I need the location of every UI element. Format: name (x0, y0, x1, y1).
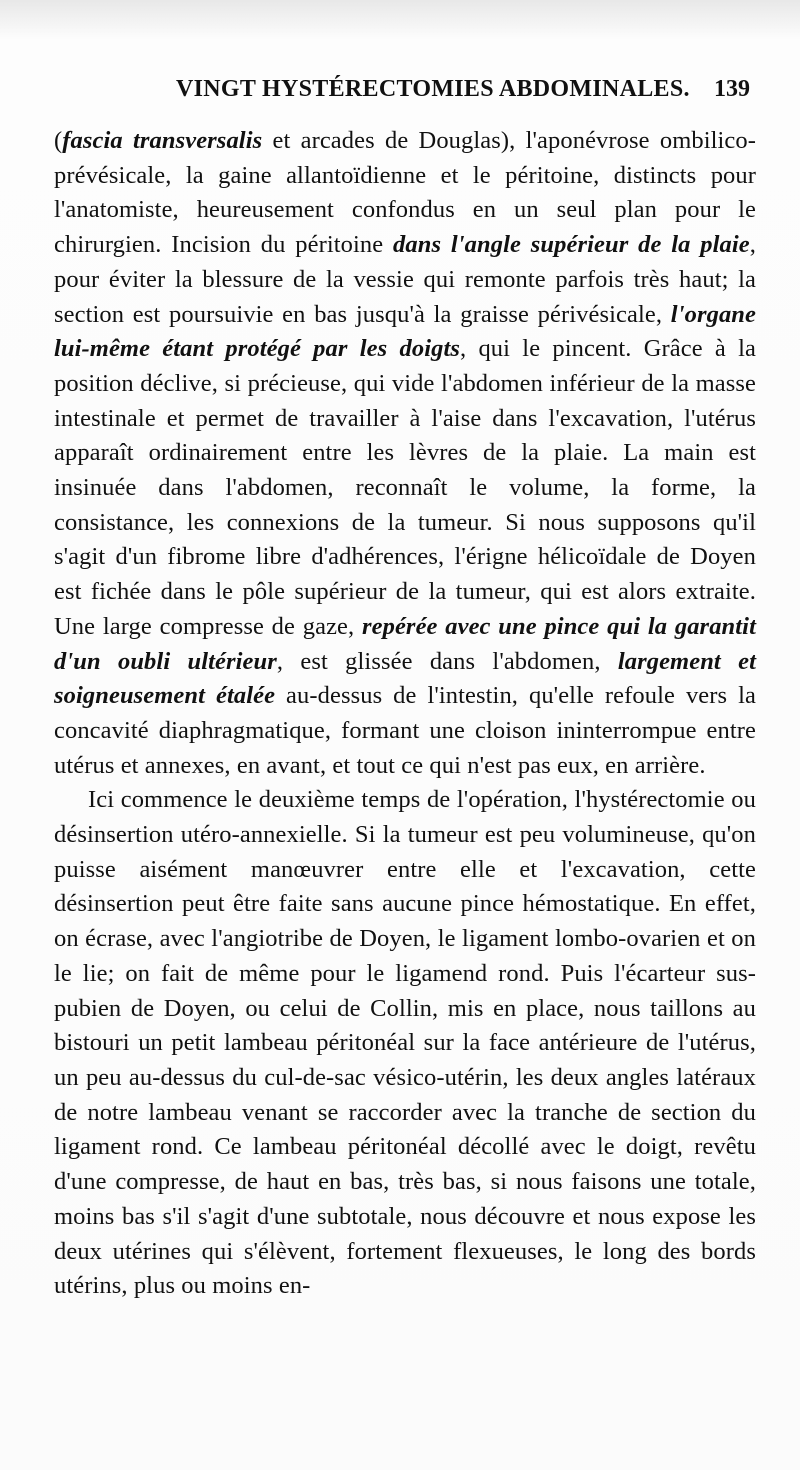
text-run: et arcades de Douglas), l'aponévrose ombilico-prévésicale, la gaine allantoïdienne et le péritoine, distincts pour l'anatomiste, heureusement confondus en un seul plan pour le chirurgien. Incision du péritoine (54, 127, 757, 259)
text-run: , qui le pincent. Grâce à la position déclive, si précieuse, qui vide l'abdomen inférieur de la masse intestinale et permet de travailler à l'aise dans l'excavation, l'utérus apparaît ordinairement entre les lèvres de la plaie. La main est insinuée dans l'abdomen, reconnaît le volume, la forme, la consistance, les connexions de la tumeur. Si nous supposons qu'il s'agit d'un fibrome libre d'adhérences, l'érigne hélicoïdale de Doyen est fichée dans le pôle supérieur de la tumeur, qui est alors extraite. Une large compresse de gaze, (54, 335, 756, 640)
text-run: , est glissée dans l'abdomen, (276, 647, 618, 675)
text-run: , pour éviter la blessure de la vessie qui remonte parfois très haut; la section est poursuivie en bas jusqu'à la graisse périvésicale, (54, 231, 756, 328)
body-text (54, 124, 756, 1304)
paragraph-2: Ici commence le deuxième temps de l'opération, l'hystérectomie ou désinsertion utéro-annexielle. Si la tumeur est peu volumineuse, qu'on puisse aisément manœuvrer entre elle et l'excavation, cette désinsertion peut être faite sans aucune pince hémostatique. En effet, on écrase, avec l'angiotribe de Doyen, le ligament lombo-ovarien et on le lie; on fait de même pour le ligamend rond. Puis l'écarteur sus-pubien de Doyen, ou celui de Collin, mis en place, nous taillons au bistouri un petit lambeau péritonéal sur la face antérieure de l'utérus, un peu au-dessus du cul-de-sac vésico-utérin, les deux angles latéraux de notre lambeau venant se raccorder avec la tranche de section du ligament rond. Ce lambeau péritonéal décollé avec le doigt, revêtu d'une compresse, de haut en bas, très bas, si nous faisons une totale, moins bas s'il s'agit d'une subtotale, nous découvre et nous expose les deux utérines qui s'élèvent, fortement flexueuses, le long des bords utérins, plus ou moins en- (54, 786, 756, 1300)
text-run: ( (54, 127, 63, 154)
italic-run: repérée avec une pince qui la garantit d'un oubli ultérieur (54, 612, 756, 675)
running-header (54, 70, 756, 104)
paragraph-1 (54, 124, 756, 783)
italic-run: l'organe lui-même étant protégé par les doigts (54, 300, 756, 363)
italic-run: fascia transversalis (62, 127, 263, 154)
page-number: 139 (714, 76, 750, 102)
italic-run: dans l'angle supérieur de la plaie (393, 231, 750, 259)
running-title: VINGT HYSTÉRECTOMIES ABDOMINALES. (176, 76, 690, 102)
italic-run: largement et soigneusement étalée (54, 647, 756, 710)
text-run: au-dessus de l'intestin, qu'elle refoule vers la concavité diaphragmatique, formant une cloison ininterrompue entre utérus et annexes, en avant, et tout ce qui n'est pas eux, en arrière. (54, 682, 756, 779)
